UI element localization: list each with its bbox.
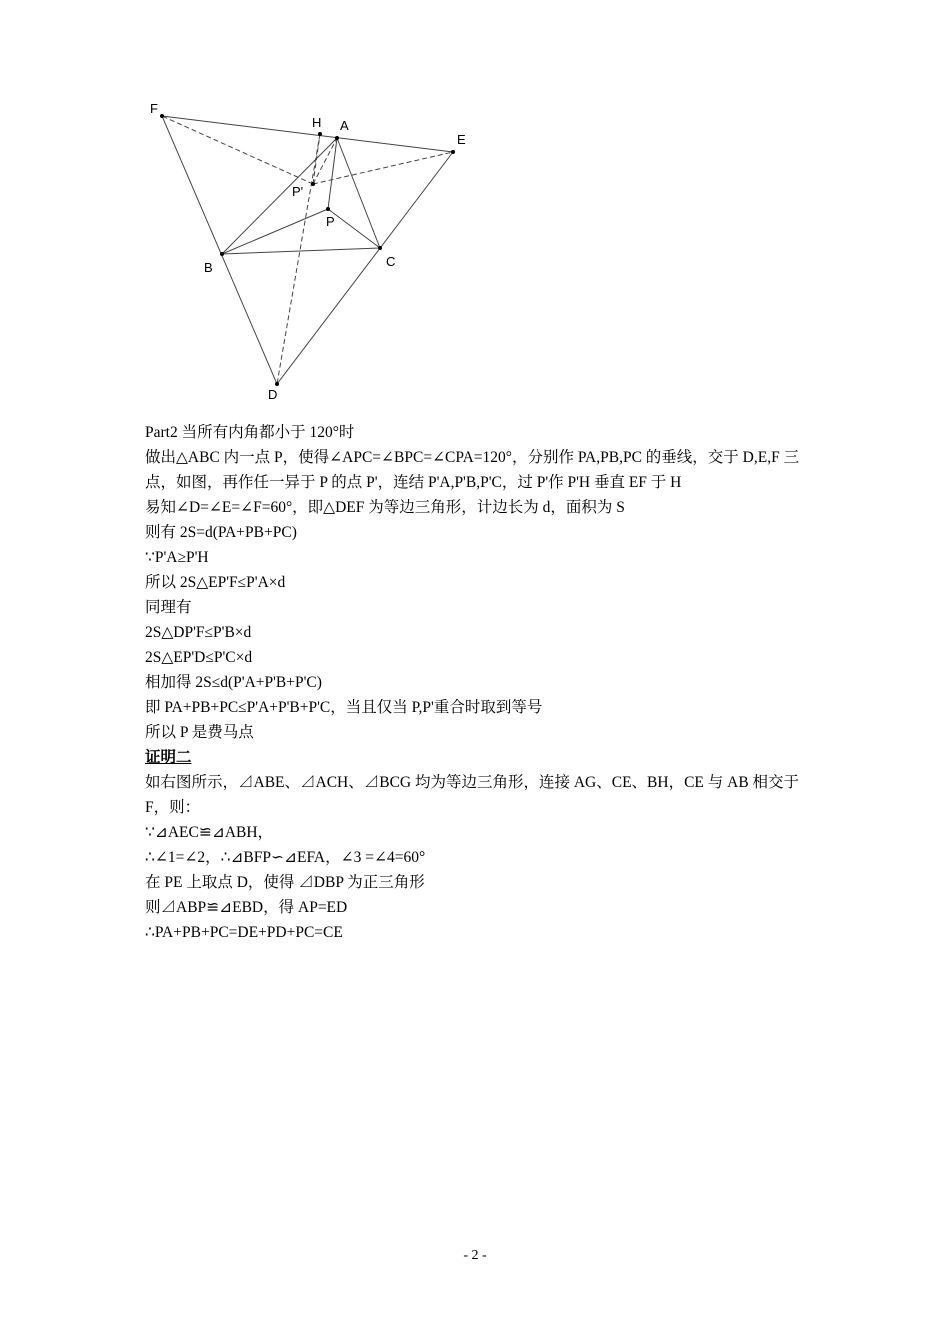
label-F: F <box>150 101 158 116</box>
edge-BC <box>222 248 380 254</box>
segment-PB <box>222 209 328 254</box>
edge-DF <box>162 116 277 384</box>
label-P: P <box>326 214 335 229</box>
section-heading: 证明二 <box>145 749 192 766</box>
text-line: 则⊿ABP≌⊿EBD，得 AP=ED <box>145 899 348 916</box>
fermat-point-diagram <box>140 96 480 406</box>
text-line: ∴PA+PB+PC=DE+PD+PC=CE <box>145 924 343 941</box>
dashed-P'F <box>162 116 313 184</box>
label-C: C <box>386 254 396 269</box>
text-line: 做出△ABC 内一点 P，使得∠APC=∠BPC=∠CPA=120°，分别作 PA,PB,PC 的垂线，交于 D,E,F 三点，如图，再作任一异于 P 的点 P'，连结 P'A,P'B,P'C，过 P'作 P'H 垂直 EF 于 H <box>145 449 800 491</box>
edge-FE <box>162 116 453 152</box>
text-line: ∵⊿AEC≌⊿ABH， <box>145 824 274 841</box>
text-line: 2S△DP'F≤P'B×d <box>145 624 252 641</box>
label-E: E <box>457 132 466 147</box>
dashed-HD <box>277 134 320 384</box>
text-line: 则有 2S=d(PA+PB+PC) <box>145 524 297 541</box>
edge-AB <box>222 138 337 254</box>
text-line: 相加得 2S≤d(P'A+P'B+P'C) <box>145 674 322 691</box>
edge-ED <box>277 152 453 384</box>
label-A: A <box>340 118 349 133</box>
text-line: ∴∠1=∠2，∴⊿BFP∽⊿EFA，∠3 =∠4=60° <box>145 849 426 866</box>
text-line: 2S△EP'D≤P'C×d <box>145 649 253 666</box>
label-D: D <box>268 387 278 402</box>
label-P-prime: P' <box>292 184 304 199</box>
text-line: 所以 2S△EP'F≤P'A×d <box>145 574 286 591</box>
segment-PA <box>328 138 337 209</box>
text-line: 所以 P 是费马点 <box>145 724 254 741</box>
label-B: B <box>204 260 213 275</box>
text-line: 在 PE 上取点 D，使得 ⊿DBP 为正三角形 <box>145 874 425 891</box>
text-line: 易知∠D=∠E=∠F=60°，即△DEF 为等边三角形，计边长为 d，面积为 S <box>145 499 625 516</box>
text-line: Part2 当所有内角都小于 120°时 <box>145 424 355 441</box>
document-body <box>145 420 825 945</box>
text-line: 即 PA+PB+PC≤P'A+P'B+P'C，当且仅当 P,P'重合时取到等号 <box>145 699 543 716</box>
text-line: 同理有 <box>145 599 192 616</box>
text-line: ∵P'A≥P'H <box>145 549 209 566</box>
page-number: - 2 - <box>463 1248 487 1263</box>
label-H: H <box>312 115 322 130</box>
text-line: 如右图所示，⊿ABE、⊿ACH、⊿BCG 均为等边三角形，连接 AG、CE、BH，CE 与 AB 相交于 F，则： <box>145 774 800 816</box>
dashed-P'A <box>313 138 337 184</box>
geometry-figure <box>140 96 480 406</box>
